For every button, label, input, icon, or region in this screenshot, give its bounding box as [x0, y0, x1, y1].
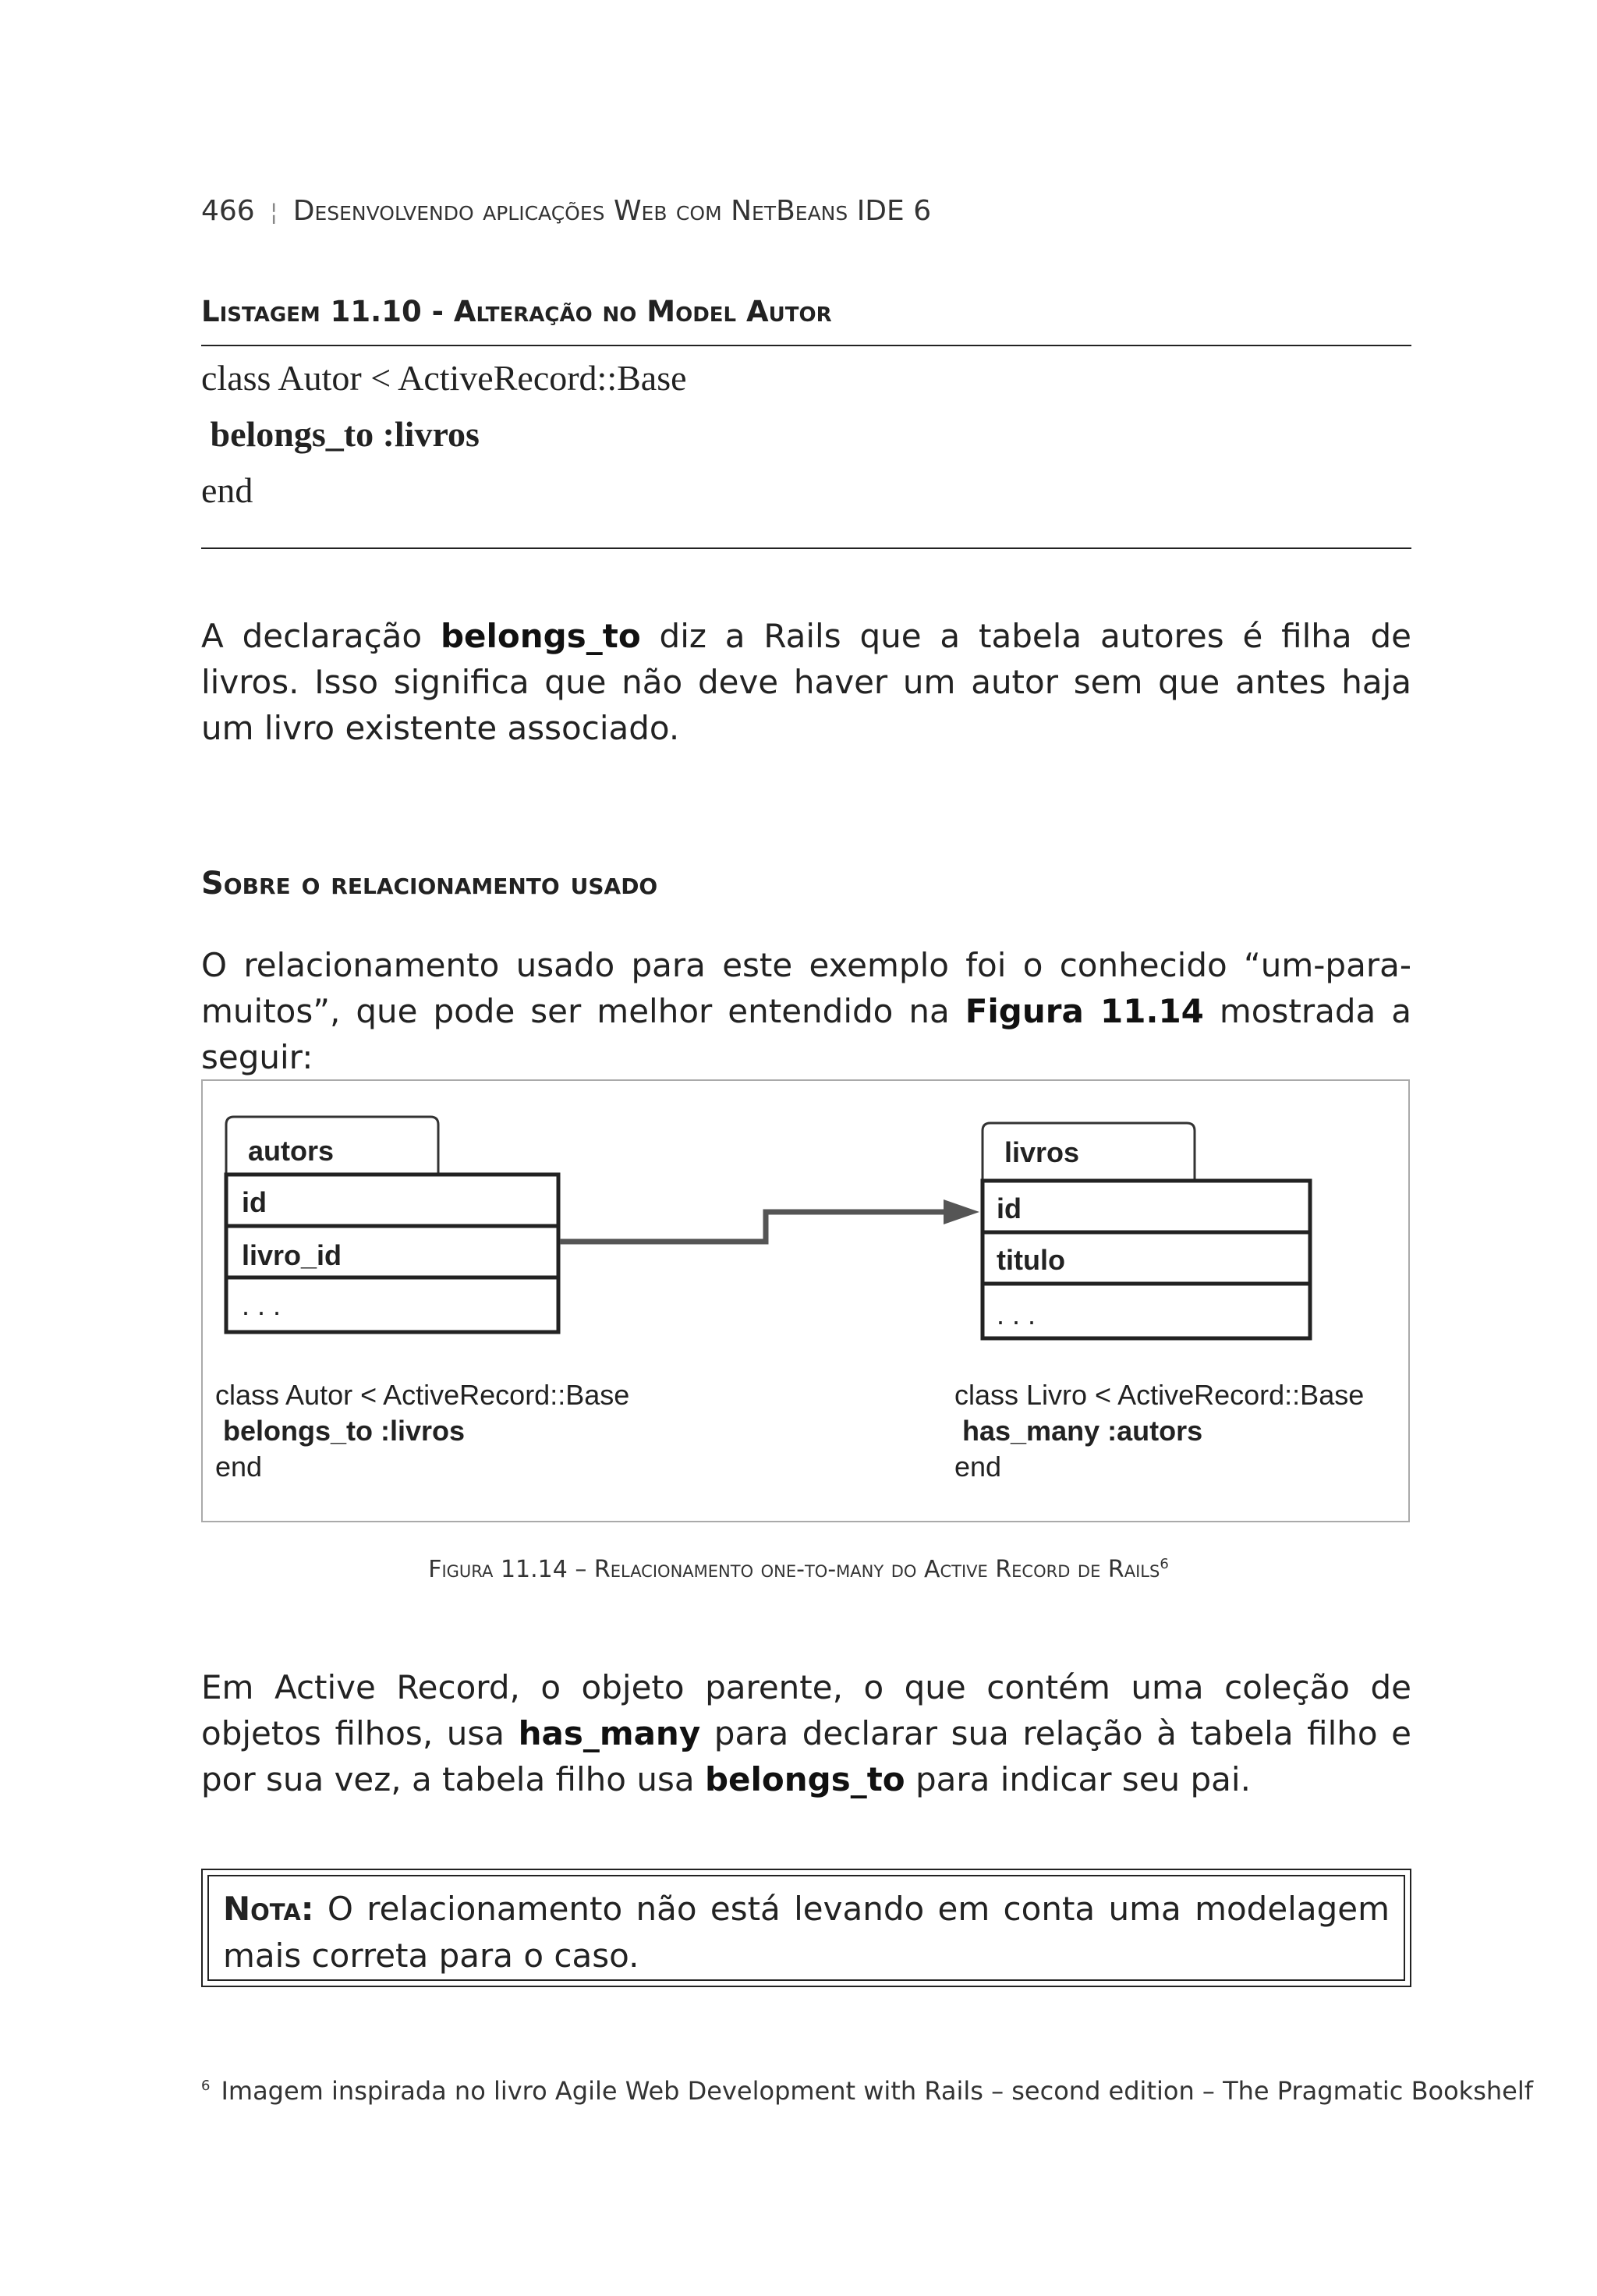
listing-title: Listagem 11.10 - Alteração no Model Autor	[201, 295, 832, 328]
paragraph-text: para indicar seu pai.	[905, 1760, 1251, 1798]
paragraph-active-record	[201, 1664, 1411, 1802]
autors-field-livro-id: livro_id	[242, 1239, 342, 1271]
livros-field-id: id	[997, 1192, 1022, 1224]
livros-field-row-id	[983, 1181, 1310, 1232]
paragraph-text: A declaração	[201, 617, 441, 655]
header-separator: ¦	[270, 199, 278, 226]
livros-field-more: . . .	[997, 1299, 1036, 1330]
autors-table-name: autors	[248, 1135, 335, 1167]
livros-table-name: livros	[1004, 1136, 1080, 1168]
note-text	[223, 1886, 1390, 1979]
autor-code-line-1: class Autor < ActiveRecord::Base	[215, 1379, 630, 1411]
paragraph-relationship	[201, 942, 1411, 1080]
note-body: O relacionamento não está levando em conta uma modelagem mais correta para o caso.	[223, 1890, 1390, 1975]
paragraph-text: para declarar sua relação à tabela filho e por sua vez, a tabela filho usa	[201, 1714, 1412, 1798]
paragraph-text: O relacionamento usado para este exemplo foi o conhecido “um-para-muitos”, que pode ser melhor entendido na	[201, 946, 1411, 1030]
footnote-text: Imagem inspirada no livro Agile Web Development with Rails – second edition – The Pragmatic Bookshelf	[221, 2076, 1533, 2106]
listing-top-rule	[201, 345, 1411, 346]
livro-class-code	[954, 1377, 1364, 1485]
paragraph-text: Em Active Record, o objeto parente, o que contém uma coleção de objetos filhos, usa	[201, 1668, 1411, 1752]
paragraph-bold: belongs_to	[704, 1760, 905, 1798]
paragraph-bold: Figura 11.14	[965, 992, 1204, 1030]
note-box	[201, 1869, 1411, 1987]
listing-line-2: belongs_to :livros	[201, 414, 480, 454]
relationship-arrow-line	[560, 1212, 945, 1242]
livros-field-titulo: titulo	[997, 1244, 1065, 1276]
figure-caption	[0, 1556, 1597, 1583]
book-title: Desenvolvendo aplicações Web com NetBeans IDE 6	[292, 195, 932, 227]
paragraph-text: mostrada a seguir:	[201, 992, 1411, 1076]
autors-field-more: . . .	[242, 1289, 282, 1321]
listing-line-1: class Autor < ActiveRecord::Base	[201, 358, 687, 398]
autors-field-id: id	[242, 1186, 267, 1218]
autors-field-row-id	[226, 1175, 558, 1226]
paragraph-belongs-to	[201, 613, 1411, 751]
autor-code-line-2: belongs_to :livros	[215, 1415, 466, 1447]
paragraph-bold: has_many	[518, 1714, 701, 1752]
paragraph-text: diz a Rails que a tabela autores é filha de livros. Isso significa que não deve haver um autor sem que antes haja um livro existente associado.	[201, 617, 1411, 747]
figure-caption-note-ref: 6	[1160, 1556, 1169, 1572]
livro-code-line-2: has_many :autors	[954, 1415, 1203, 1447]
autor-class-code	[215, 1377, 629, 1485]
running-header	[201, 195, 931, 227]
figure-caption-text: Figura 11.14 – Relacionamento one-to-many do Active Record de Rails	[428, 1556, 1160, 1583]
relationship-arrow-head	[944, 1199, 979, 1224]
footnote	[201, 2076, 1533, 2106]
section-heading: Sobre o relacionamento usado	[201, 866, 658, 902]
note-label: Nota:	[223, 1890, 314, 1928]
listing-line-3: end	[201, 470, 253, 510]
figure-diagram	[201, 1079, 1410, 1522]
livro-code-line-3: end	[954, 1451, 1002, 1483]
livro-code-line-1: class Livro < ActiveRecord::Base	[954, 1379, 1365, 1411]
autor-code-line-3: end	[215, 1451, 263, 1483]
note-inner-border	[207, 1875, 1405, 1981]
listing-bottom-rule	[201, 547, 1411, 549]
paragraph-bold: belongs_to	[440, 617, 641, 655]
page-number: 466	[201, 195, 255, 227]
footnote-marker: 6	[201, 2078, 211, 2095]
